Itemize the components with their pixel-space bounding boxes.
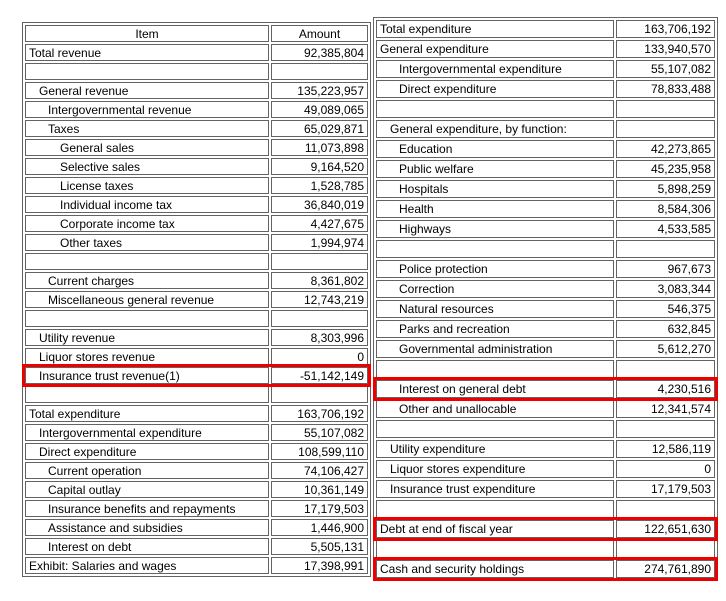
amount-cell: 17,179,503 <box>616 480 715 498</box>
amount-cell <box>616 240 715 258</box>
table-row <box>25 481 368 498</box>
amount-cell <box>616 420 715 438</box>
amount-cell: 55,107,082 <box>271 424 368 441</box>
table-row <box>376 20 715 38</box>
table-row <box>25 63 368 80</box>
table-row <box>25 291 368 308</box>
item-cell: Miscellaneous general revenue <box>25 291 269 308</box>
item-cell: Liquor stores revenue <box>25 348 269 365</box>
amount-cell <box>271 310 368 327</box>
item-cell: Interest on general debt <box>376 380 614 398</box>
item-cell <box>25 253 269 270</box>
amount-cell: 163,706,192 <box>616 20 715 38</box>
item-cell: Current operation <box>25 462 269 479</box>
amount-cell: 1,446,900 <box>271 519 368 536</box>
amount-cell: 12,743,219 <box>271 291 368 308</box>
item-cell: Public welfare <box>376 160 614 178</box>
table-row <box>376 320 715 338</box>
amount-cell <box>271 253 368 270</box>
item-cell: Intergovernmental expenditure <box>25 424 269 441</box>
table-row <box>25 405 368 422</box>
item-cell: Other taxes <box>25 234 269 251</box>
amount-cell: 45,235,958 <box>616 160 715 178</box>
table-row <box>376 460 715 478</box>
amount-cell: 4,427,675 <box>271 215 368 232</box>
table-row <box>376 400 715 418</box>
item-cell: Insurance benefits and repayments <box>25 500 269 517</box>
table-row <box>25 310 368 327</box>
item-cell: Exhibit: Salaries and wages <box>25 557 269 574</box>
finance-table-left-head <box>25 25 368 42</box>
finance-table-left-body <box>25 44 368 574</box>
item-cell: Insurance trust revenue(1) <box>25 367 269 384</box>
table-row <box>25 329 368 346</box>
amount-cell: 5,612,270 <box>616 340 715 358</box>
amount-cell <box>616 360 715 378</box>
amount-cell: 10,361,149 <box>271 481 368 498</box>
highlighted-table-row <box>376 520 715 538</box>
amount-cell: 12,341,574 <box>616 400 715 418</box>
table-row <box>25 82 368 99</box>
table-row <box>25 348 368 365</box>
table-row <box>25 272 368 289</box>
item-cell: Utility expenditure <box>376 440 614 458</box>
amount-cell: 55,107,082 <box>616 60 715 78</box>
table-row <box>376 360 715 378</box>
item-cell: Other and unallocable <box>376 400 614 418</box>
amount-cell: 8,361,802 <box>271 272 368 289</box>
item-cell: Insurance trust expenditure <box>376 480 614 498</box>
table-row <box>376 480 715 498</box>
amount-cell: 5,505,131 <box>271 538 368 555</box>
item-cell: General revenue <box>25 82 269 99</box>
finance-table-right-body <box>376 20 715 578</box>
amount-cell: 3,083,344 <box>616 280 715 298</box>
amount-cell: 163,706,192 <box>271 405 368 422</box>
item-cell: Individual income tax <box>25 196 269 213</box>
table-row <box>25 462 368 479</box>
amount-cell: 122,651,630 <box>616 520 715 538</box>
item-cell: Hospitals <box>376 180 614 198</box>
item-cell: Interest on debt <box>25 538 269 555</box>
amount-cell: 78,833,488 <box>616 80 715 98</box>
amount-cell <box>271 63 368 80</box>
table-row <box>376 240 715 258</box>
finance-table-right <box>373 17 718 581</box>
table-row <box>25 44 368 61</box>
amount-cell: 1,994,974 <box>271 234 368 251</box>
table-row <box>25 443 368 460</box>
item-cell: License taxes <box>25 177 269 194</box>
item-cell: Assistance and subsidies <box>25 519 269 536</box>
amount-cell: 0 <box>616 460 715 478</box>
table-row <box>25 424 368 441</box>
table-row <box>376 140 715 158</box>
table-row <box>376 60 715 78</box>
table-row <box>376 160 715 178</box>
amount-cell: 17,179,503 <box>271 500 368 517</box>
highlighted-table-row <box>376 560 715 578</box>
amount-cell: 632,845 <box>616 320 715 338</box>
table-row <box>25 101 368 118</box>
item-cell: General expenditure <box>376 40 614 58</box>
item-cell: Parks and recreation <box>376 320 614 338</box>
highlighted-table-row <box>25 367 368 384</box>
table-row <box>25 557 368 574</box>
item-cell <box>25 63 269 80</box>
table-row <box>376 500 715 518</box>
item-header: Item <box>25 25 269 42</box>
table-row <box>376 420 715 438</box>
item-cell <box>25 310 269 327</box>
table-row <box>376 280 715 298</box>
amount-cell: 74,106,427 <box>271 462 368 479</box>
item-cell <box>376 420 614 438</box>
amount-cell: 133,940,570 <box>616 40 715 58</box>
table-row <box>376 340 715 358</box>
item-cell: General expenditure, by function: <box>376 120 614 138</box>
item-cell <box>376 500 614 518</box>
item-cell <box>376 360 614 378</box>
item-cell <box>25 386 269 403</box>
amount-cell: 8,584,306 <box>616 200 715 218</box>
item-cell: Debt at end of fiscal year <box>376 520 614 538</box>
table-row <box>25 234 368 251</box>
item-cell: Total revenue <box>25 44 269 61</box>
table-row <box>25 519 368 536</box>
item-cell: Cash and security holdings <box>376 560 614 578</box>
amount-cell: 1,528,785 <box>271 177 368 194</box>
item-cell <box>376 540 614 558</box>
amount-cell <box>616 540 715 558</box>
item-cell: General sales <box>25 139 269 156</box>
item-cell: Highways <box>376 220 614 238</box>
amount-cell: 0 <box>271 348 368 365</box>
item-cell: Direct expenditure <box>25 443 269 460</box>
amount-header: Amount <box>271 25 368 42</box>
amount-cell: 4,230,516 <box>616 380 715 398</box>
table-row <box>376 440 715 458</box>
amount-cell <box>271 386 368 403</box>
item-cell: Capital outlay <box>25 481 269 498</box>
table-row <box>25 253 368 270</box>
finance-table-left <box>22 22 371 577</box>
amount-cell: 5,898,259 <box>616 180 715 198</box>
item-cell: Correction <box>376 280 614 298</box>
table-row <box>25 139 368 156</box>
table-row <box>376 80 715 98</box>
item-cell: Total expenditure <box>376 20 614 38</box>
header-row <box>25 25 368 42</box>
item-cell: Natural resources <box>376 300 614 318</box>
table-row <box>376 180 715 198</box>
amount-cell: 17,398,991 <box>271 557 368 574</box>
highlighted-table-row <box>376 380 715 398</box>
amount-cell: 49,089,065 <box>271 101 368 118</box>
amount-cell: 42,273,865 <box>616 140 715 158</box>
amount-cell <box>616 100 715 118</box>
table-row <box>376 260 715 278</box>
amount-cell: -51,142,149 <box>271 367 368 384</box>
table-row <box>376 300 715 318</box>
amount-cell: 36,840,019 <box>271 196 368 213</box>
table-row <box>25 386 368 403</box>
amount-cell: 546,375 <box>616 300 715 318</box>
table-row <box>376 40 715 58</box>
amount-cell: 9,164,520 <box>271 158 368 175</box>
table-row <box>25 177 368 194</box>
amount-cell: 4,533,585 <box>616 220 715 238</box>
amount-cell: 12,586,119 <box>616 440 715 458</box>
table-row <box>25 215 368 232</box>
table-row <box>376 200 715 218</box>
table-row <box>25 120 368 137</box>
item-cell: Selective sales <box>25 158 269 175</box>
item-cell: Utility revenue <box>25 329 269 346</box>
amount-cell: 108,599,110 <box>271 443 368 460</box>
table-row <box>25 538 368 555</box>
amount-cell: 65,029,871 <box>271 120 368 137</box>
amount-cell: 274,761,890 <box>616 560 715 578</box>
item-cell: Total expenditure <box>25 405 269 422</box>
item-cell: Police protection <box>376 260 614 278</box>
item-cell: Intergovernmental revenue <box>25 101 269 118</box>
table-row <box>376 100 715 118</box>
item-cell: Corporate income tax <box>25 215 269 232</box>
amount-cell: 135,223,957 <box>271 82 368 99</box>
item-cell: Liquor stores expenditure <box>376 460 614 478</box>
item-cell: Education <box>376 140 614 158</box>
amount-cell: 967,673 <box>616 260 715 278</box>
amount-cell: 8,303,996 <box>271 329 368 346</box>
item-cell <box>376 100 614 118</box>
amount-cell <box>616 120 715 138</box>
item-cell: Direct expenditure <box>376 80 614 98</box>
table-row <box>25 500 368 517</box>
item-cell <box>376 240 614 258</box>
amount-cell: 92,385,804 <box>271 44 368 61</box>
table-row <box>376 220 715 238</box>
item-cell: Health <box>376 200 614 218</box>
item-cell: Governmental administration <box>376 340 614 358</box>
table-row <box>25 196 368 213</box>
item-cell: Current charges <box>25 272 269 289</box>
item-cell: Intergovernmental expenditure <box>376 60 614 78</box>
table-row <box>376 120 715 138</box>
item-cell: Taxes <box>25 120 269 137</box>
amount-cell <box>616 500 715 518</box>
amount-cell: 11,073,898 <box>271 139 368 156</box>
table-row <box>376 540 715 558</box>
table-row <box>25 158 368 175</box>
